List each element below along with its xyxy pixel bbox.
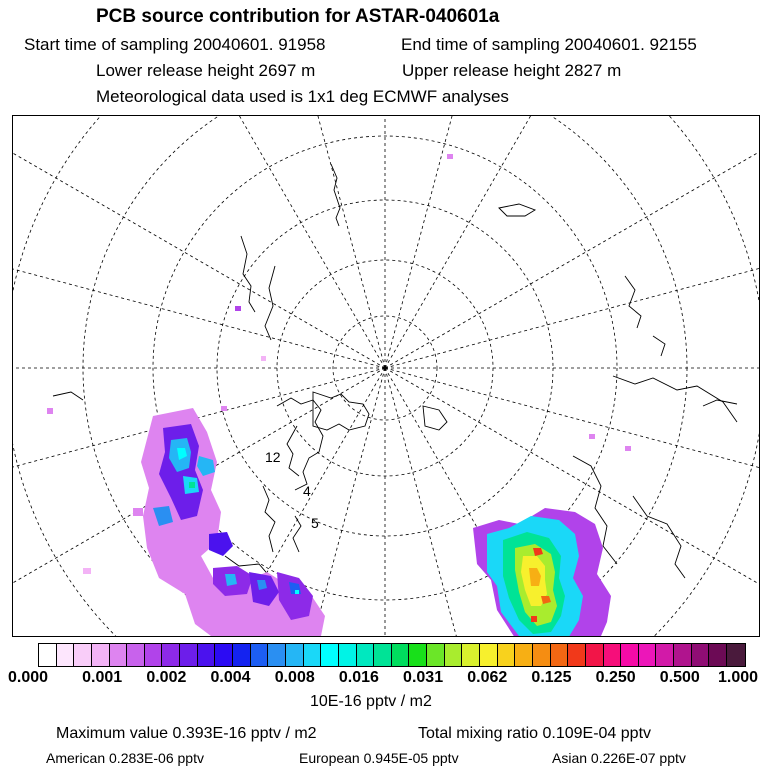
map-label-1: 12 (265, 449, 281, 465)
colorbar-swatch (709, 644, 727, 666)
colorbar-swatch (233, 644, 251, 666)
colorbar-swatch (480, 644, 498, 666)
lower-release-height-label: Lower release height 2697 m (96, 61, 316, 80)
colorbar-swatch (427, 644, 445, 666)
colorbar-swatch (551, 644, 569, 666)
colorbar-swatch (215, 644, 233, 666)
map-label-3: 5 (311, 515, 319, 531)
colorbar-swatch (533, 644, 551, 666)
start-time-label: Start time of sampling 20040601. 91958 (24, 35, 326, 54)
colorbar-swatch (462, 644, 480, 666)
colorbar-swatch (268, 644, 286, 666)
american-contribution-label: American 0.283E-06 pptv (46, 750, 204, 766)
colorbar-swatch (39, 644, 57, 666)
colorbar-tick-label: 0.062 (467, 669, 508, 686)
colorbar-swatch (498, 644, 516, 666)
european-contribution-label: European 0.945E-05 pptv (299, 750, 459, 766)
asian-contribution-label: Asian 0.226E-07 pptv (552, 750, 686, 766)
map-canvas (13, 116, 759, 636)
colorbar-tick-label: 0.008 (274, 669, 315, 686)
colorbar-tick-label: 0.002 (146, 669, 187, 686)
colorbar-tick-label: 0.031 (403, 669, 444, 686)
colorbar-tick-label: 0.001 (82, 669, 123, 686)
graticule (13, 116, 759, 636)
colorbar-swatch (145, 644, 163, 666)
end-time-label: End time of sampling 20040601. 92155 (401, 35, 697, 54)
colorbar-tick-label: 0.125 (531, 669, 572, 686)
plot-title: PCB source contribution for ASTAR-040601a (96, 6, 500, 27)
colorbar-swatch (604, 644, 622, 666)
colorbar-swatch (74, 644, 92, 666)
colorbar-tick-label: 0.500 (659, 669, 700, 686)
colorbar-swatch (357, 644, 375, 666)
american-plume (141, 408, 325, 636)
colorbar-tick-label: 0.004 (210, 669, 251, 686)
colorbar-swatch (92, 644, 110, 666)
colorbar-swatch (445, 644, 463, 666)
colorbar-tick-label: 1.000 (717, 669, 759, 686)
colorbar-swatch (409, 644, 427, 666)
polar-map (12, 115, 760, 637)
colorbar-swatch (374, 644, 392, 666)
map-label-2: 4 (303, 483, 311, 499)
colorbar (38, 643, 746, 667)
colorbar-swatch (674, 644, 692, 666)
colorbar-swatch (198, 644, 216, 666)
colorbar-swatch (621, 644, 639, 666)
colorbar-tick-label: 0.250 (595, 669, 636, 686)
colorbar-swatch (586, 644, 604, 666)
colorbar-swatch (692, 644, 710, 666)
colorbar-tick-label: 0.016 (338, 669, 379, 686)
colorbar-swatch (321, 644, 339, 666)
colorbar-swatch (339, 644, 357, 666)
colorbar-swatch (57, 644, 75, 666)
colorbar-swatch (727, 644, 745, 666)
colorbar-swatch (392, 644, 410, 666)
european-plume (473, 508, 611, 636)
colorbar-swatch (286, 644, 304, 666)
colorbar-swatch (127, 644, 145, 666)
colorbar-swatch (162, 644, 180, 666)
colorbar-swatch (568, 644, 586, 666)
colorbar-swatch (639, 644, 657, 666)
colorbar-swatch (110, 644, 128, 666)
colorbar-swatch (251, 644, 269, 666)
meteorological-data-label: Meteorological data used is 1x1 deg ECMWF analyses (96, 87, 509, 106)
colorbar-units: 10E-16 pptv / m2 (310, 693, 432, 710)
total-mixing-ratio-label: Total mixing ratio 0.109E-04 pptv (418, 725, 652, 742)
colorbar-swatch (304, 644, 322, 666)
maximum-value-label: Maximum value 0.393E-16 pptv / m2 (56, 725, 317, 742)
upper-release-height-label: Upper release height 2827 m (402, 61, 622, 80)
colorbar-swatch (656, 644, 674, 666)
colorbar-swatch (180, 644, 198, 666)
map-number-labels (265, 449, 319, 531)
colorbar-tick-label: 0.000 (7, 669, 49, 686)
colorbar-swatch (515, 644, 533, 666)
